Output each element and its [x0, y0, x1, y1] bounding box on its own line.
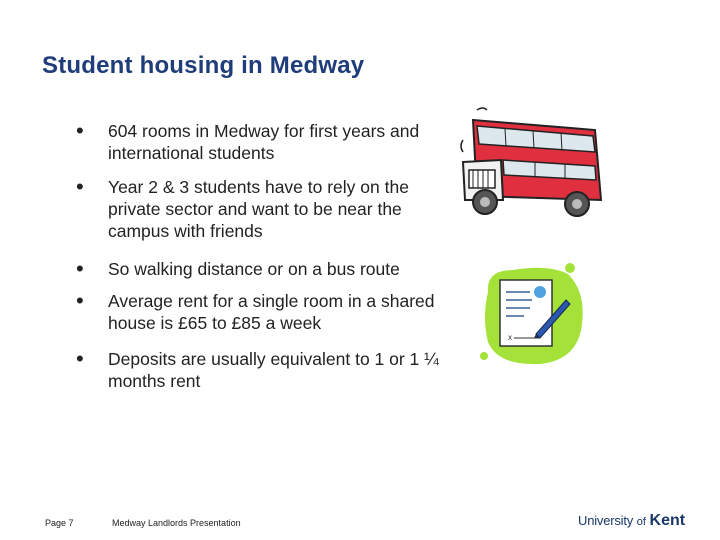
double-decker-bus-icon [455, 100, 605, 220]
bullet-dot: • [76, 118, 84, 143]
page-number: Page 7 [45, 518, 74, 528]
bullet-text: Year 2 & 3 students have to rely on the private sector and want to be near the campus with friends [108, 177, 409, 241]
sign-mark: x [508, 333, 512, 342]
university-logo: University of Kent [578, 512, 686, 529]
bullet-dot: • [76, 174, 84, 199]
bullet-dot: • [76, 256, 84, 281]
bullet-dot: • [76, 346, 84, 371]
bullet-text: So walking distance or on a bus route [108, 259, 400, 279]
bullet-text: 604 rooms in Medway for first years and international students [108, 121, 420, 163]
slide-title: Student housing in Medway [42, 52, 365, 79]
bullet-text: Deposits are usually equivalent to 1 or 1 ¼ months rent [108, 349, 439, 391]
bullet-text: Average rent for a single room in a shared house is £65 to £85 a week [108, 291, 435, 333]
signed-document-icon [478, 262, 588, 367]
bullet-dot: • [76, 288, 84, 313]
presentation-title: Medway Landlords Presentation [112, 518, 241, 528]
